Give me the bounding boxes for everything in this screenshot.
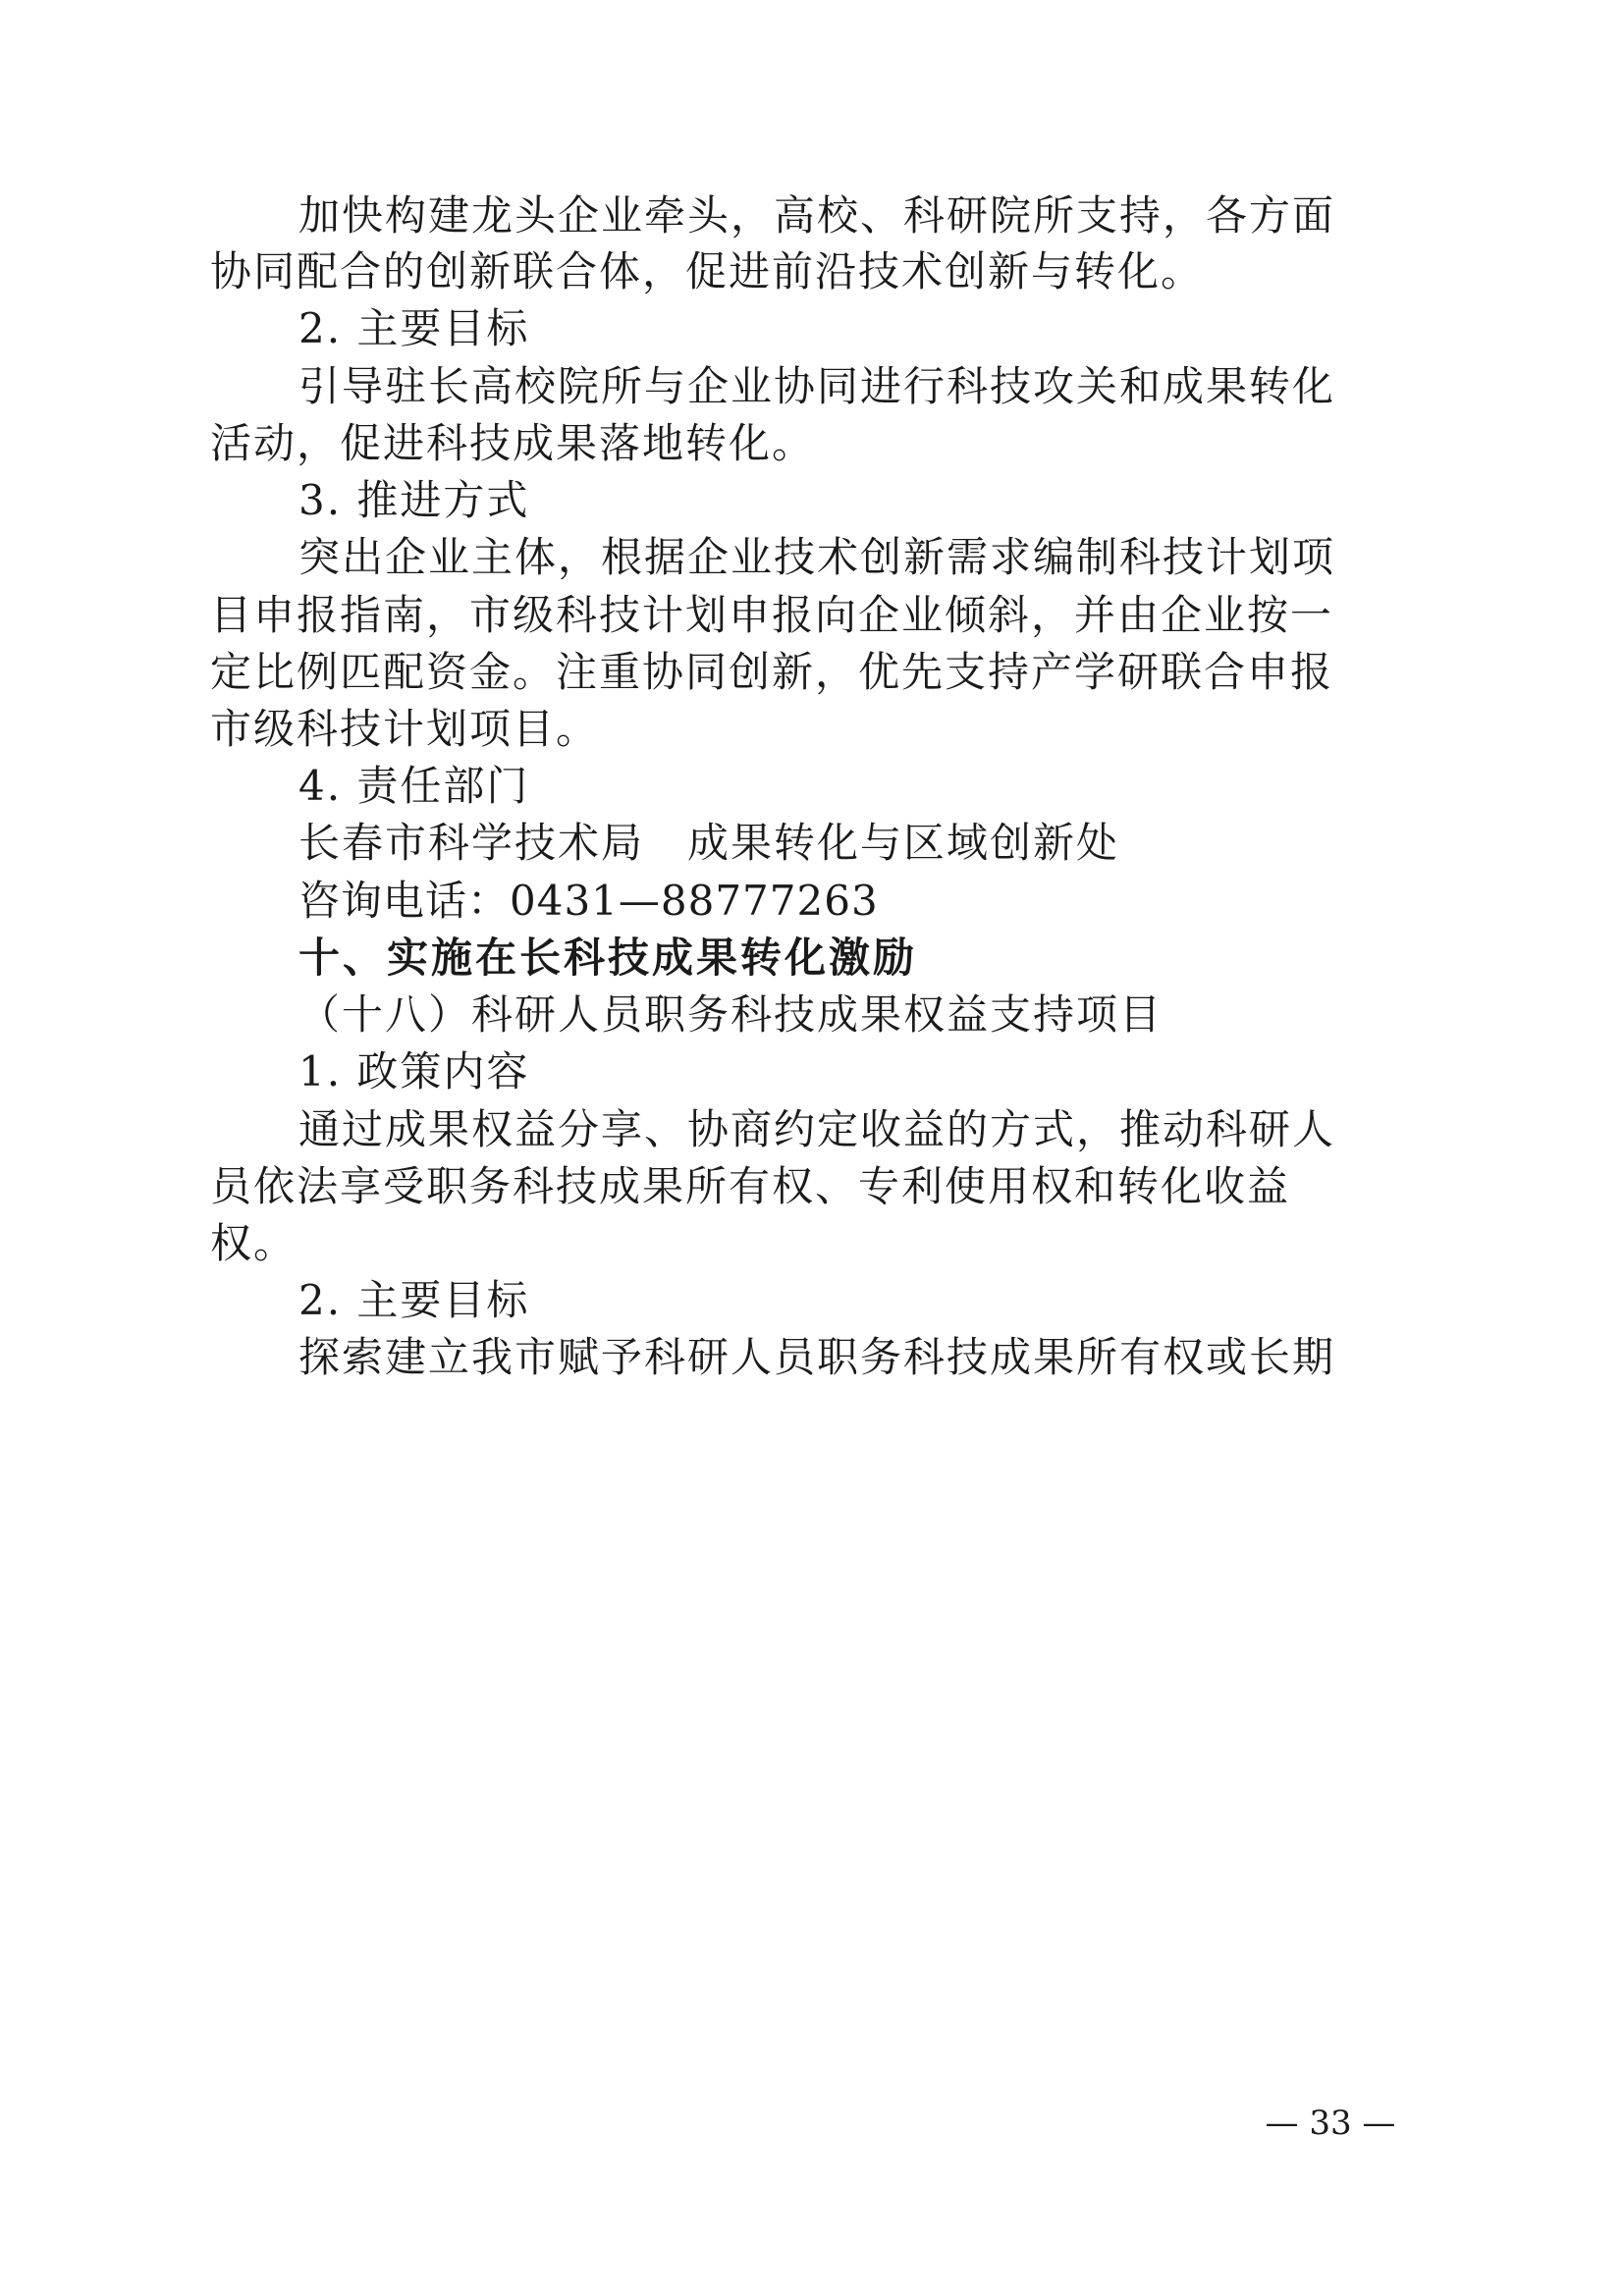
section-subtitle: 4. 责任部门 — [298, 762, 530, 810]
paragraph-line: 员依法享受职务科技成果所有权、专利使用权和转化收益 — [210, 1162, 1291, 1210]
paragraph-line: 探索建立我市赋予科研人员职务科技成果所有权或长期 — [298, 1333, 1336, 1381]
section-subtitle: 2. 主要目标 — [298, 1276, 530, 1324]
paragraph-line: 定比例匹配资金。注重协同创新，优先支持产学研联合申报 — [210, 648, 1334, 696]
paragraph-line: 权。 — [210, 1219, 298, 1267]
page-number: — 33 — — [1265, 2104, 1396, 2143]
section-subtitle: 1. 政策内容 — [298, 1047, 530, 1095]
paragraph-line: 活动，促进科技成果落地转化。 — [210, 419, 816, 467]
paragraph-line: 引导驻长高校院所与企业协同进行科技攻关和成果转化 — [298, 362, 1336, 410]
section-subtitle: 2. 主要目标 — [298, 304, 530, 352]
paragraph-line: 市级科技计划项目。 — [210, 705, 600, 753]
paragraph-line: 通过成果权益分享、协商约定收益的方式，推动科研人 — [298, 1105, 1336, 1153]
chapter-heading: 十、实施在长科技成果转化激励 — [298, 934, 918, 982]
paragraph-line: 突出企业主体，根据企业技术创新需求编制科技计划项 — [298, 533, 1336, 581]
paragraph-line: 目申报指南，市级科技计划申报向企业倾斜，并由企业按一 — [210, 591, 1334, 639]
phone-line: 咨询电话：0431—88777263 — [298, 877, 879, 925]
paragraph-line: 协同配合的创新联合体，促进前沿技术创新与转化。 — [210, 247, 1205, 295]
department-line: 长春市科学技术局 成果转化与区域创新处 — [298, 819, 1120, 867]
paragraph-line: 加快构建龙头企业牵头，高校、科研院所支持，各方面 — [298, 191, 1336, 240]
section-subtitle: 3. 推进方式 — [298, 476, 530, 524]
item-heading: （十八）科研人员职务科技成果权益支持项目 — [298, 990, 1164, 1039]
